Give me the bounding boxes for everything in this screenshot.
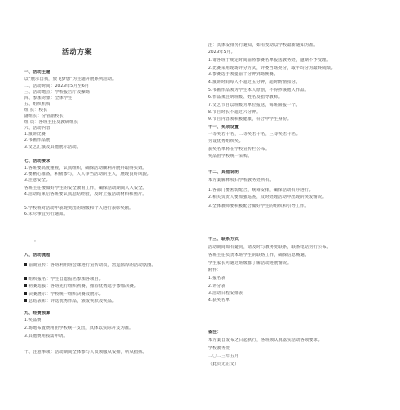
text-line: 活动期间如有疑问，请及时与教务处联系，联系电话另行公布。 (208, 245, 331, 250)
text-line: 学校教务处 (208, 346, 230, 351)
bullet-item: 前期宣传：各班利用班会课进行宣传动员，营造浓厚的活动氛围。 (24, 263, 156, 268)
text-line: 9.节目内容须积极健康，符合中学生身份。 (208, 117, 292, 122)
section-heading: 一、活动主题 (24, 70, 51, 75)
text-line: 7.文艺节目以班级为单位报送，每班限报一个。 (208, 103, 301, 108)
text-line: 副组长：分管副校长 (24, 114, 64, 119)
text-line: 组 员：各班主任及教研组长 (24, 120, 79, 125)
text-line: 学生家长可通过班级群了解活动进展情况。 (208, 261, 292, 266)
bullet-item: 决赛展示：学校统一组织决赛及展示。 (24, 292, 103, 297)
text-line: 本方案解释权归学校教务处所有。 (208, 178, 274, 183)
text-line: 2.书画作品展 (24, 138, 51, 143)
text-line: 四、参加对象：全体学生 (24, 96, 73, 101)
document-title: 活动方案 (62, 48, 92, 56)
text-line: 1.演讲比赛 (24, 132, 46, 137)
text-line: 2.评分表 (208, 284, 226, 289)
stray-mark: 。 (34, 237, 40, 243)
text-line: 一等奖若干名，二等奖若干名，三等奖若干名。 (208, 132, 301, 137)
text-line: 各班主任要做好学生的安全教育工作，确保活动期间人人安全。 (24, 186, 147, 191)
text-line: 4.活动结束后各班要认真总结经验，及时上报活动材料和照片。 (24, 192, 147, 197)
text-line: 十、注意事项：活动期间全体参与人员须服从安排，听从指挥。 (24, 350, 147, 355)
text-line: 5.书画作品须为学生本人原创，不得抄袭他人作品。 (208, 88, 309, 93)
text-line: 五、组织机构 (24, 102, 51, 107)
text-line: 4.演讲时间每人不超过五分钟，超时酌情扣分。 (208, 80, 301, 85)
text-line: 3.其他费用按需申请。 (24, 334, 68, 339)
text-line: 注：具体安排另行通知，如有变动以学校最新通知为准。 (208, 43, 318, 48)
text-line: 3.全体教师要积极配合做好学生的组织和引导工作。 (208, 204, 309, 209)
text-line: 组 长：校长 (24, 108, 48, 113)
bullet-item: 总结表彰：评选优秀作品，颁发奖状及奖品。 (24, 299, 116, 304)
text-line: 2.比赛采用现场评分方式，评委当场亮分，取平均分为最终成绩。 (208, 66, 336, 71)
text-line: 奖品由学校统一采购。 (208, 154, 252, 159)
text-line: 六、活动内容 (24, 126, 51, 131)
text-line: 5.学校将对活动中表现突出的班级和个人进行表彰奖励。 (24, 206, 134, 211)
text-line: 4.获奖名单 (208, 298, 230, 303)
text-line: 8.节目时长不超过六分钟。 (208, 110, 261, 115)
section-heading: 十二、其他说明 (208, 170, 239, 175)
text-line: 1.各班要高度重视，认真组织，确保活动顺利开展并取得实效。 (24, 166, 147, 171)
text-line: 3.注意安全。 (24, 178, 51, 183)
section-heading: 八、活动流程 (24, 253, 51, 258)
text-line: 获奖名单将在学校宣传栏公布。 (208, 147, 270, 152)
text-line: 另设优秀组织奖。 (208, 139, 244, 144)
text-line: 3.参赛选手须提前十分钟到场候赛。 (208, 72, 279, 77)
bullet-item: 组织报名：学生自愿报名参加各项目。 (24, 277, 103, 282)
text-line: 本方案自发布之日起执行，各班须认真落实活动各项要求。 (208, 338, 323, 343)
section-heading: 九、经费预算 (24, 311, 51, 316)
text-line: 二〇二三年五月 (208, 354, 239, 359)
text-line: 1.奖品费 (24, 318, 42, 323)
text-line: 2.场地布置费用由学校统一支出，具体以实际开支为准。 (24, 326, 134, 331)
section-heading: 十三、联系方式 (208, 237, 239, 242)
text-line: 1.报名表 (208, 276, 226, 281)
text-line: 以“展示自我，放飞梦想”为主题开展系列活动。 (24, 77, 117, 82)
text-line: 2023年5月。 (208, 50, 236, 55)
section-heading: 十一、奖项设置 (208, 125, 239, 130)
text-line: 附件： (208, 268, 222, 273)
text-line: （此页无正文） (208, 362, 239, 367)
section-heading: 七、活动要求 (24, 159, 51, 164)
text-line: 三、活动地点：学校报告厅及操场 (24, 90, 90, 95)
text-line: 2.相关负责人要加强巡查，及时处理活动中出现的突发情况。 (208, 195, 327, 200)
text-line: 二、活动时间：2023年5月至6月 (24, 84, 90, 89)
text-line: 2.要精心准备，积极参与，人人争当活动的主人，展现良好风貌。 (24, 172, 152, 177)
bullet-item: 初赛选拔：各班先行组织初赛，推荐优秀选手参加决赛。 (24, 284, 138, 289)
text-line: 3.文艺汇演及其他展示活动。 (24, 145, 81, 150)
text-line: 1.请各班于规定时间前将参赛名单报送教务处，逾期不予受理。 (208, 58, 331, 63)
text-line: 1.各部门要密切配合，统筹安排，确保活动有序进行。 (208, 188, 314, 193)
text-line: 各班主任负责本班学生的联络工作，确保信息畅通。 (208, 253, 309, 258)
text-line: 6.作品须注明班级、姓名及指导教师。 (208, 95, 283, 100)
text-line: 6.未尽事宜另行通知。 (24, 212, 68, 217)
text-line: 3.活动日程安排表 (208, 291, 243, 296)
section-heading: 备注： (208, 330, 222, 335)
